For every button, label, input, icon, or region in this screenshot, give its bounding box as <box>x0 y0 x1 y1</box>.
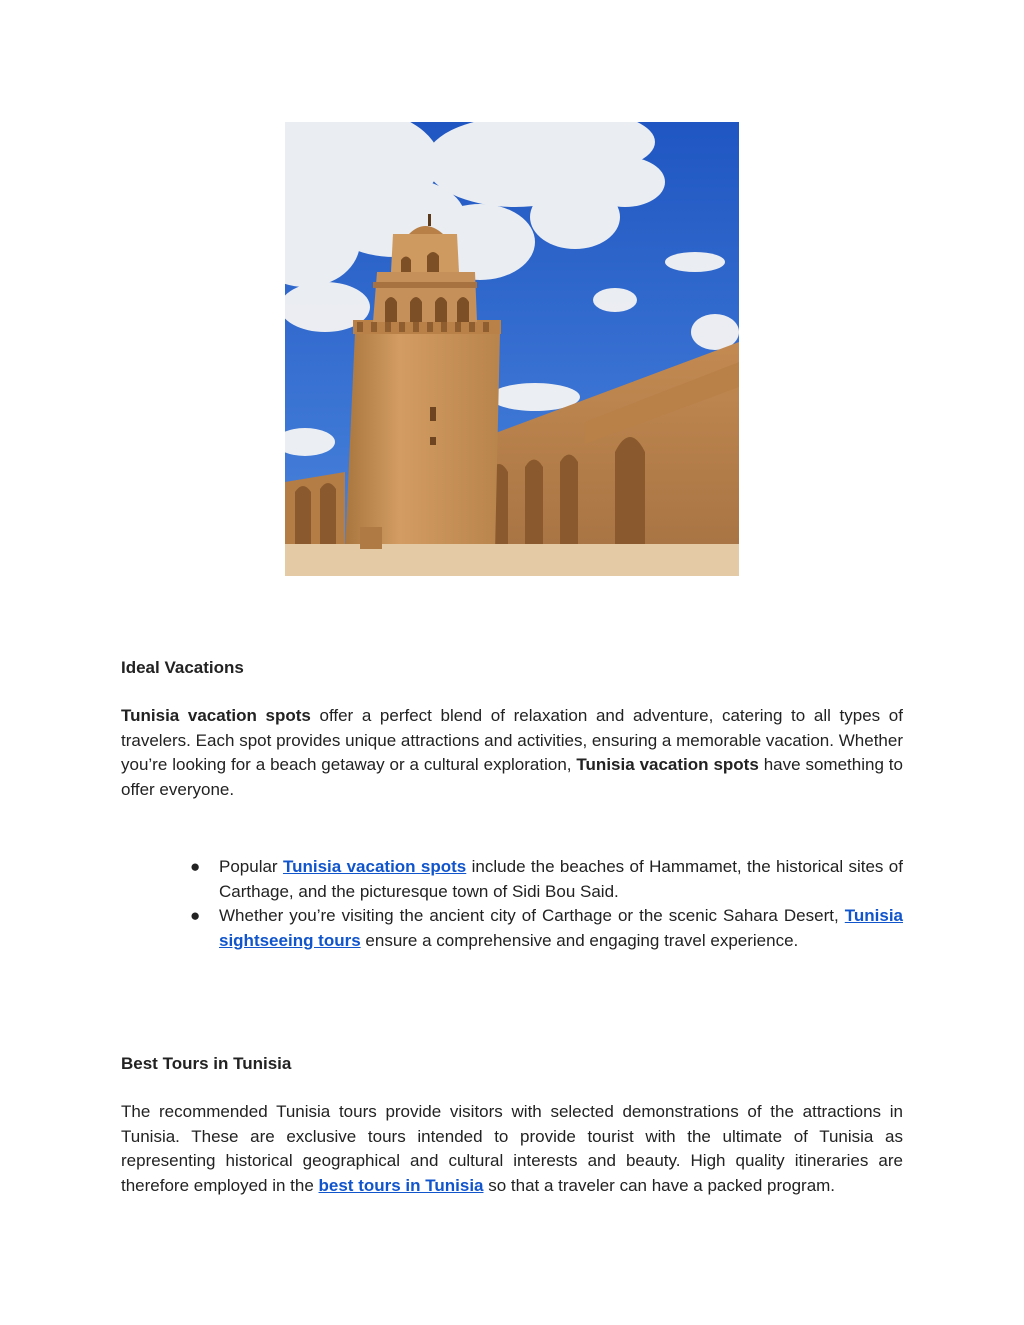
link-tunisia-vacation-spots[interactable]: Tunisia vacation spots <box>282 857 467 876</box>
paragraph-text: have something to offer everyone. <box>121 755 903 799</box>
bullet-marker: ● <box>190 906 201 925</box>
bold-phrase: Tunisia vacation spots <box>121 706 311 725</box>
bullet-text <box>219 904 903 953</box>
mosque-minaret-photo <box>285 122 739 576</box>
paragraph-text: offer a perfect blend of relaxation and adventure, catering to all types of travelers. Each spot provides unique attractions and activities, ensuring a memorable vacation. Whether you’re looking for a beach getaway or a cultural exploration, <box>121 706 903 774</box>
bullet-text-part: ensure a comprehensive and engaging travel experience. <box>360 930 799 950</box>
paragraph-text: The recommended Tunisia tours provide visitors with selected demonstrations of the attractions in Tunisia. These are exclusive tours intended to provide tourist with the ultimate of Tunisia as representing historical geographical and cultural interests and beauty. High quality itineraries are therefore employed in the <box>121 1102 903 1195</box>
paragraph-text: so that a traveler can have a packed program. <box>483 1175 836 1195</box>
bold-phrase: Tunisia vacation spots <box>576 755 759 774</box>
section-heading-ideal-vacations: Ideal Vacations <box>121 658 244 677</box>
best-tours-paragraph <box>121 1100 903 1198</box>
bullet-marker: ● <box>190 857 201 876</box>
bullet-text-part: include the beaches of Hammamet, the historical sites of Carthage, and the picturesque town of Sidi Bou Said. <box>219 857 903 901</box>
ideal-vacations-paragraph <box>121 704 903 802</box>
bullet-text <box>219 855 903 904</box>
link-best-tours-in-tunisia[interactable]: best tours in Tunisia <box>318 1175 484 1195</box>
bullet-text-part: Popular <box>219 857 283 876</box>
link-tunisia-sightseeing-tours[interactable]: Tunisia sightseeing tours <box>219 906 903 950</box>
bullet-text-part: Whether you’re visiting the ancient city of Carthage or the scenic Sahara Desert, <box>219 906 845 925</box>
section-heading-best-tours: Best Tours in Tunisia <box>121 1054 292 1073</box>
